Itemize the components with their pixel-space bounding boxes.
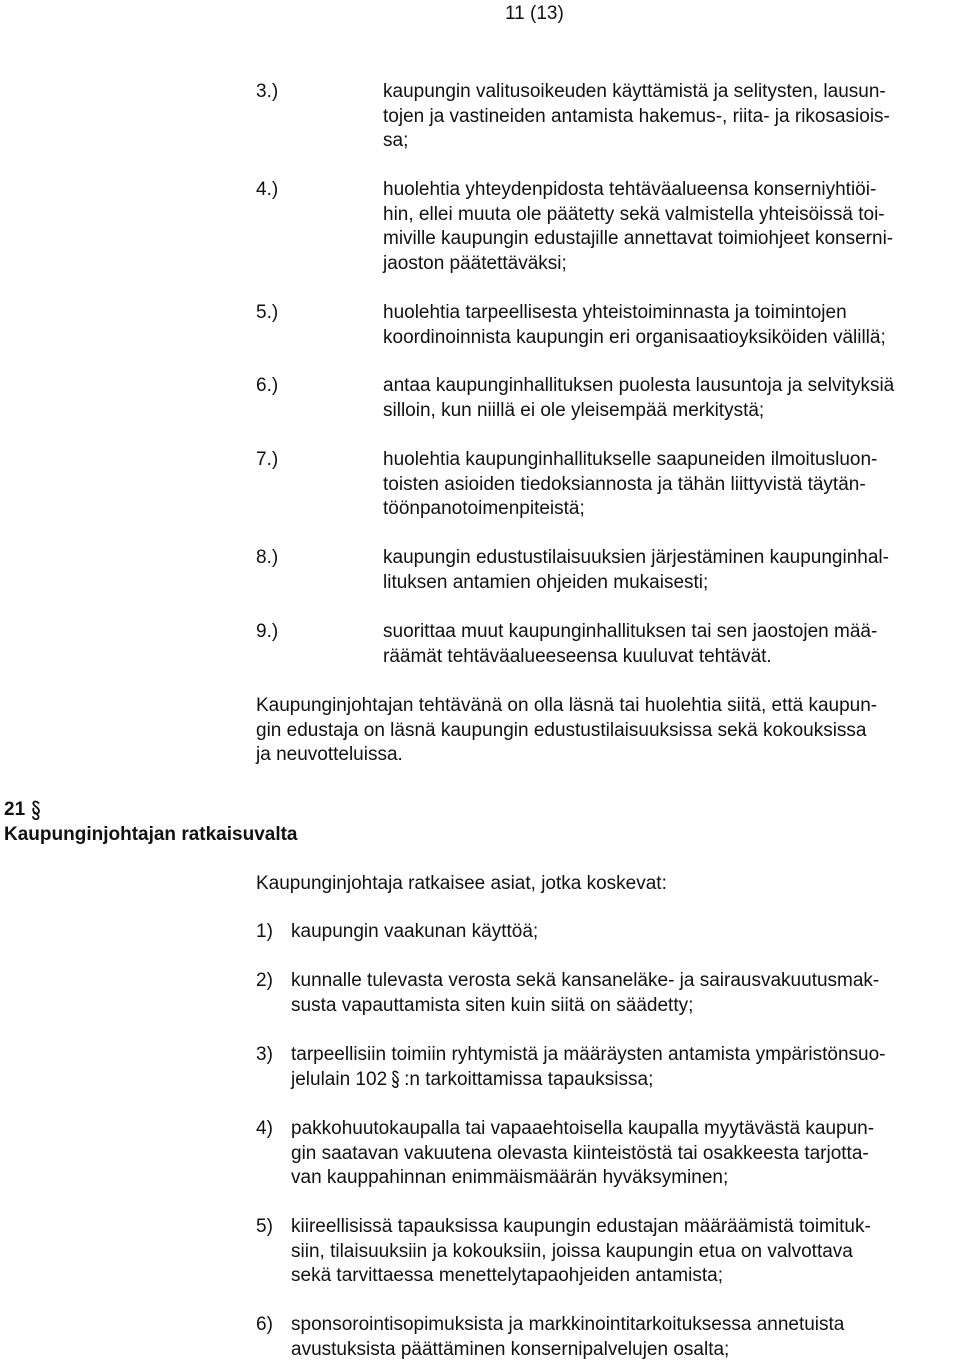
page-number: 11 (13) bbox=[505, 3, 564, 24]
list-item-text: huolehtia yhteydenpidosta tehtäväalueensa konserniyhtiöi- hin, ellei muuta ole päätetty sekä valmistella yhteisöissä toi- miville kaupungin edustajille annettavat toimiohjeet konserni- jaoston päätettäväksi; bbox=[383, 179, 894, 274]
section-item-text-before: tarpeellisiin toimiin ryhtymistä ja määräysten antamista ympäristönsuo- jelulain 102 bbox=[291, 1044, 886, 1090]
section-item-text bbox=[291, 1043, 959, 1095]
list-item-number: 3.) bbox=[256, 81, 279, 102]
section-item-text: sponsorointisopimuksista ja markkinointitarkoituksessa annetuista avustuksista päättäminen konsernipalvelujen osalta; bbox=[291, 1314, 845, 1360]
section-item-number: 3) bbox=[256, 1044, 273, 1065]
section-sign-icon bbox=[391, 1070, 400, 1096]
section-number: 21 bbox=[4, 799, 26, 820]
list-item-text: antaa kaupunginhallituksen puolesta lausuntoja ja selvityksiä silloin, kun niillä ei ole yleisempää merkitystä; bbox=[383, 375, 895, 421]
list-item-number: 4.) bbox=[256, 179, 279, 200]
section-item-number: 4) bbox=[256, 1118, 273, 1139]
list-item-text: suorittaa muut kaupunginhallituksen tai sen jaostojen mää- räämät tehtäväalueeseensa kuuluvat tehtävät. bbox=[383, 621, 878, 667]
closing-paragraph: Kaupunginjohtajan tehtävänä on olla läsnä tai huolehtia siitä, että kaupun- gin edustaja on läsnä kaupungin edustustilaisuuksissa sekä kokouksissa ja neuvotteluissa. bbox=[256, 695, 878, 765]
section-title: Kaupunginjohtajan ratkaisuvalta bbox=[4, 824, 298, 845]
section-item-text: kaupungin vaakunan käyttöä; bbox=[291, 921, 539, 942]
section-item-number: 2) bbox=[256, 970, 273, 991]
list-item-number: 5.) bbox=[256, 302, 279, 323]
section-sign-icon bbox=[31, 800, 41, 820]
section-item-text-after: :n tarkoittamissa tapauksissa; bbox=[404, 1068, 654, 1090]
section-item-number: 1) bbox=[256, 921, 273, 942]
section-item-text: kiireellisissä tapauksissa kaupungin edustajan määräämistä toimituk- siin, tilaisuuksiin ja kokouksiin, joissa kaupungin etua on valvottava sekä tarvittaessa menettelytapaohjeiden antamista; bbox=[291, 1216, 871, 1286]
list-item-number: 6.) bbox=[256, 375, 279, 396]
section-item-number: 6) bbox=[256, 1314, 273, 1335]
section-item-text: pakkohuutokaupalla tai vapaaehtoisella kaupalla myytävästä kaupun- gin saatavan vakuutena olevasta kiinteistöstä tai osakkeesta tarjotta- van kauppahinnan enimmäismäärän hyväksyminen; bbox=[291, 1118, 875, 1188]
list-item-number: 8.) bbox=[256, 547, 279, 568]
list-item-text: huolehtia tarpeellisesta yhteistoiminnasta ja toimintojen koordinoinnista kaupungin eri organisaatioyksiköiden välillä; bbox=[383, 302, 886, 348]
section-intro: Kaupunginjohtaja ratkaisee asiat, jotka koskevat: bbox=[256, 873, 667, 894]
section-item-number: 5) bbox=[256, 1216, 273, 1237]
list-item-number: 9.) bbox=[256, 621, 279, 642]
list-item-text: huolehtia kaupunginhallitukselle saapuneiden ilmoitusluon- toisten asioiden tiedoksiannosta ja tähän liittyvistä täytän- töönpanotoimenpiteistä; bbox=[383, 449, 878, 519]
list-item-number: 7.) bbox=[256, 449, 279, 470]
section-item-text: kunnalle tulevasta verosta sekä kansaneläke- ja sairausvakuutusmak- susta vapauttamista siten kuin siitä on säädetty; bbox=[291, 970, 880, 1016]
section-header bbox=[4, 797, 344, 847]
list-item-text: kaupungin edustustilaisuuksien järjestäminen kaupunginhal- lituksen antamien ohjeiden mukaisesti; bbox=[383, 547, 889, 593]
list-item-text: kaupungin valitusoikeuden käyttämistä ja selitysten, lausun- tojen ja vastineiden antamista hakemus-, riita- ja rikosasiois- sa; bbox=[383, 81, 890, 151]
